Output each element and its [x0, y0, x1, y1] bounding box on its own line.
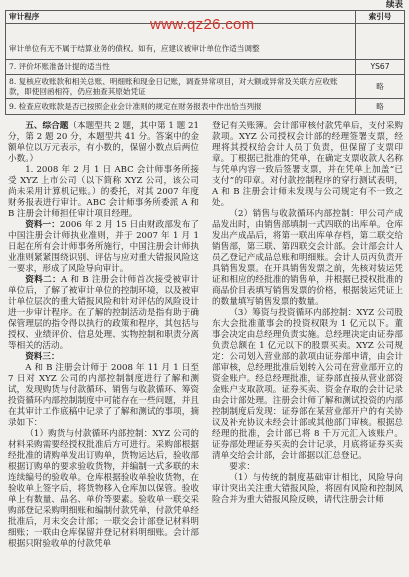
- procedure-cell: 审计单位有无不属于结算业务的债权。如有，应建议被审计单位作适当调整: [6, 24, 356, 60]
- index-cell: 略: [356, 99, 405, 115]
- material-3-label: [8, 352, 199, 363]
- procedure-cell: 7. 评价坏账准备计提的适当性: [6, 60, 356, 75]
- right-text-column: [212, 121, 403, 574]
- procedure-column-header: 审计程序: [6, 11, 356, 24]
- table-row: [6, 60, 405, 75]
- watermark: www.qz26.com: [150, 16, 255, 33]
- index-cell: [356, 24, 405, 60]
- section-heading: [8, 121, 199, 165]
- material-label: 资料三：: [25, 352, 60, 362]
- index-cell: 略: [356, 75, 405, 99]
- finding-purchase-payment-continued: 登记有关账簿。会计部审核付款凭单后，支付采购款项。XYZ 公司授权会计部的经理签署支票，经理将其授权给会计人员丁负责，但保留了支票印章。丁根据已批准的凭单，在确定支票收款人名称与凭单内容一致后签署支票，并在凭单上加盖“已支付”的印章。对付款控制程序的穿行测试表明，A 和 B 注册会计师未发现与公司规定有不一致之处。: [212, 121, 403, 208]
- material-1: [8, 220, 199, 275]
- left-text-column: [8, 121, 199, 574]
- material-3-text: A 和 B 注册会计师于 2008 年 11 月 1 日至 7 日对 XYZ 公司的内部控制制度进行了解和测试，发现购货与付款循环、销售与收款循环、筹资投资循环内部控制制度中可能存在一些问题，并且在其审计工作底稿中记录了了解和测试的事项，摘录如下：: [8, 363, 199, 428]
- material-2: [8, 275, 199, 352]
- index-cell: YS67: [356, 60, 405, 75]
- question-intro: 1. 2008 年 2 月 1 日 ABC 会计师事务所接受 XYZ 上市公司（以下简称 XYZ 公司，该公司尚未采用计算机记账。）的委托，对其 2007 年度财务报表进行审计。ABC 会计师事务所委派 A 和 B 注册会计师担任审计项目经理。: [8, 165, 199, 219]
- requirement-1: （1）与传统的制度基础审计相比，风险导向审计突出关注重大错报风险，将固有风险和控制风险合并为重大错报风险反映，请代注册会计师: [212, 473, 403, 505]
- material-label: 资料二：: [25, 275, 62, 285]
- index-column-header: 索引号: [356, 11, 405, 24]
- procedure-cell: 8. 复核应收账款和相关总账、明细账和现金日记账，调查异常项目，对大额或异常及关联方应收账款，即使回函相符，仍应抽查其原始凭证: [6, 75, 356, 99]
- material-label: 资料一：: [25, 220, 60, 230]
- table-row: [6, 75, 405, 99]
- table-row: [6, 99, 405, 115]
- material-text: A 和 B 注册会计师首次接受被审计单位后，了解了被审计单位的控制环境，以及被审计单位层次的重大错报风险和针对评估的风险设计进一步审计程序。在了解的控制活动是指有助于确保管理层的指令得以执行的政策和程序，其包括与授权、业绩评价、信息处理、实物控制和职责分离等相关的活动。: [8, 275, 199, 351]
- section-label: 五、综合题: [25, 121, 69, 131]
- procedure-cell: 9. 检查应收账款是否已按照企业会计准则的规定在财务报表中作出恰当列报: [6, 99, 356, 115]
- requirements-label: 要求：: [229, 462, 255, 472]
- finding-sales-collection: （2）销售与收款循环内部控制：甲公司产成品发出时，由销售部填制一式四联的出库单。仓库发出产成品后，将第一联出库单存档，第二联交给销售部，第三联、第四联交会计部。会计部会计人员乙登记产成品总账和明细账。会计人员丙负责开具销售发票。在开具销售发票之前，先核对装运凭证和相应的经批准的销售单，并根据已授权批准的商品价目表填写销售发票的价格，根据装运凭证上的数量填写销售发票的数量。: [212, 209, 403, 307]
- continued-label: 续表: [385, 0, 403, 10]
- finding-financing-investment: （3）筹资与投资循环内部控制：XYZ 公司股东大会批准董事会的投资权限为 1 亿元以下。董事会决定由总经理负责实施。总经理决定由证券部负责总额在 1 亿元以下的股票买卖。XYZ 公司规定：公司划入营业部的款项由证券部申请，由会计部审核，总经理批准后划转入公司在营业部开立的资金账户。经总经理批准，证券部直接从营业部资金账户支取款项。证券买卖、资金存取的会计记录由会计部处理。注册会计师了解和测试投资的内部控制制度后发现：证券部在某营业部开户的有关协议及补充协议未经会计部或其他部门审核。根据总经理的批准，会计部已将 8 千万元汇入该账户。证券部处理证券买卖的会计记录，月底将证券买卖清单交给会计部，会计部据以汇总登记。: [212, 308, 403, 461]
- finding-purchase-payment: （1）购货与付款循环内部控制：XYZ 公司的材料采购需要经授权批准后方可进行。采购部根据经批准的请购单发出订购单，货物运达后，验收部根据订购单的要求验收货物，并编制一式多联的未连续编号的验收单。仓库根据验收单验收货物，在验收单上签字后，将货物移入仓库加以保管。验收单上有数量、品名、单价等要素。验收单一联交采购部登记采购明细账和编制付款凭单，付款凭单经批准后，月末交会计部；一联交会计部登记材料明细账；一联由仓库保留并登记材料明细账。会计部根据只附验收单的付款凭单: [8, 429, 199, 549]
- material-text: 2006 年 2 月 15 日由财政部发布了中国注册会计师执业准则，并于 2007 年 1 月 1 日起在所有会计师事务所施行，中国注册会计师执业准则紧紧围绕识别、评估与应对重大错报风险这一要求，形成了风险导向审计。: [8, 220, 199, 274]
- section-note: （本题型共 2 题，其中第 1 题 21 分，第 2 题 20 分，本题型共 41 分。答案中的金额单位以万元表示，有小数的，保留小数点后两位小数。）: [8, 121, 199, 164]
